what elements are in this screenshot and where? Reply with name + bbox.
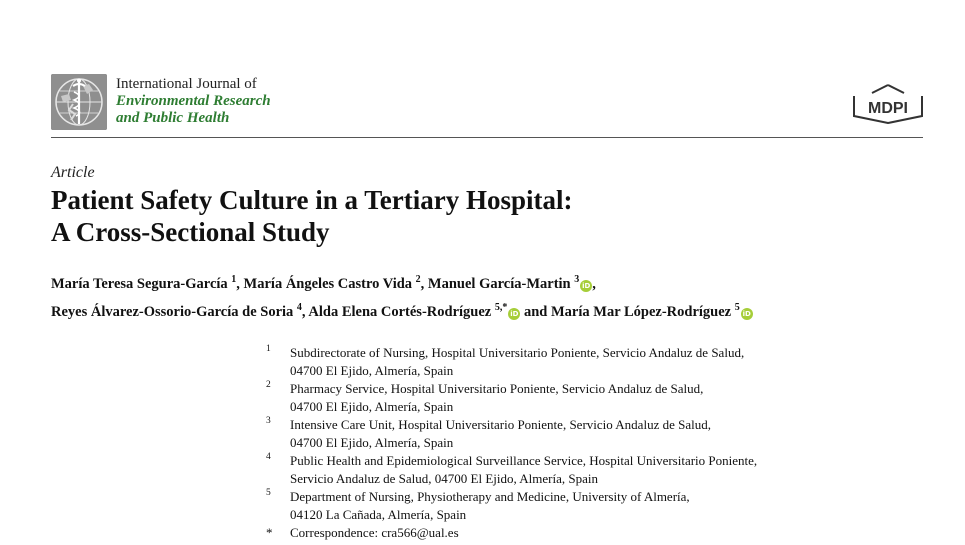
journal-name-line1: International Journal of xyxy=(116,76,257,92)
affiliation-item: 3 Intensive Care Unit, Hospital Universitario Poniente, Servicio Andaluz de Salud, 04700 El Ejido, Almería, Spain xyxy=(266,416,757,452)
affiliation-number: 2 xyxy=(266,380,271,390)
article-title-line1: Patient Safety Culture in a Tertiary Hospital: xyxy=(51,185,573,215)
journal-name-line2: Environmental Research xyxy=(116,93,271,109)
author: María Teresa Segura-García $^1$ xyxy=(51,274,237,292)
affiliation-number: 4 xyxy=(266,452,271,462)
affiliation-number: 3 xyxy=(266,416,271,426)
affiliation-number: 1 xyxy=(266,344,271,354)
caduceus-globe-icon xyxy=(51,74,107,130)
affiliation-item: 2 Pharmacy Service, Hospital Universitario Poniente, Servicio Andaluz de Salud, 04700 El Ejido, Almería, Spain xyxy=(266,380,757,416)
article-type: Article xyxy=(51,164,95,181)
journal-name xyxy=(116,76,271,127)
author: María Mar López-Rodríguez $^5$ xyxy=(550,302,740,320)
orcid-icon[interactable]: iD xyxy=(742,310,751,318)
journal-logo xyxy=(51,74,107,130)
journal-name-line3: and Public Health xyxy=(116,110,230,126)
affiliation-item: 1 Subdirectorate of Nursing, Hospital Universitario Poniente, Servicio Andaluz de Salud, 04700 El Ejido, Almería, Spain xyxy=(266,344,757,380)
author-list: María Teresa Segura-García $^1$, María Ángeles Castro Vida $^2$, Manuel García-Martin $^3$iD , Reyes Álvarez-Ossorio-García de Soria $^4$, Alda Elena Cortés-Rodríguez $^{5,*}$iD and María Mar López-Rodríguez $^5$iD xyxy=(51,274,751,320)
correspondence xyxy=(266,524,757,542)
orcid-icon[interactable]: iD xyxy=(510,310,519,318)
affiliation-item: 5 Department of Nursing, Physiotherapy and Medicine, University of Almería, 04120 La Cañada, Almería, Spain xyxy=(266,488,757,524)
header-divider xyxy=(51,137,923,138)
affiliation-item: 4 Public Health and Epidemiological Surveillance Service, Hospital Universitario Poniente, Servicio Andaluz de Salud, 04700 El Ejido, Almería, Spain xyxy=(266,452,757,488)
svg-text:MDPI: MDPI xyxy=(868,100,908,117)
affiliation-number: 5 xyxy=(266,488,271,498)
correspondence-marker: * xyxy=(266,525,273,540)
correspondence-email[interactable]: Correspondence: cra566@ual.es xyxy=(290,525,459,540)
author: Alda Elena Cortés-Rodríguez $^{5,*}$ xyxy=(308,302,508,320)
article-title xyxy=(51,184,572,248)
author: Reyes Álvarez-Ossorio-García de Soria $^4$ xyxy=(51,302,302,320)
article-title-line2: A Cross-Sectional Study xyxy=(51,217,330,247)
author: Manuel García-Martin $^3$ xyxy=(427,274,580,292)
affiliation-list xyxy=(266,344,757,542)
author: María Ángeles Castro Vida $^2$ xyxy=(243,274,421,292)
orcid-icon[interactable]: iD xyxy=(582,282,591,290)
publisher-logo xyxy=(852,84,924,124)
